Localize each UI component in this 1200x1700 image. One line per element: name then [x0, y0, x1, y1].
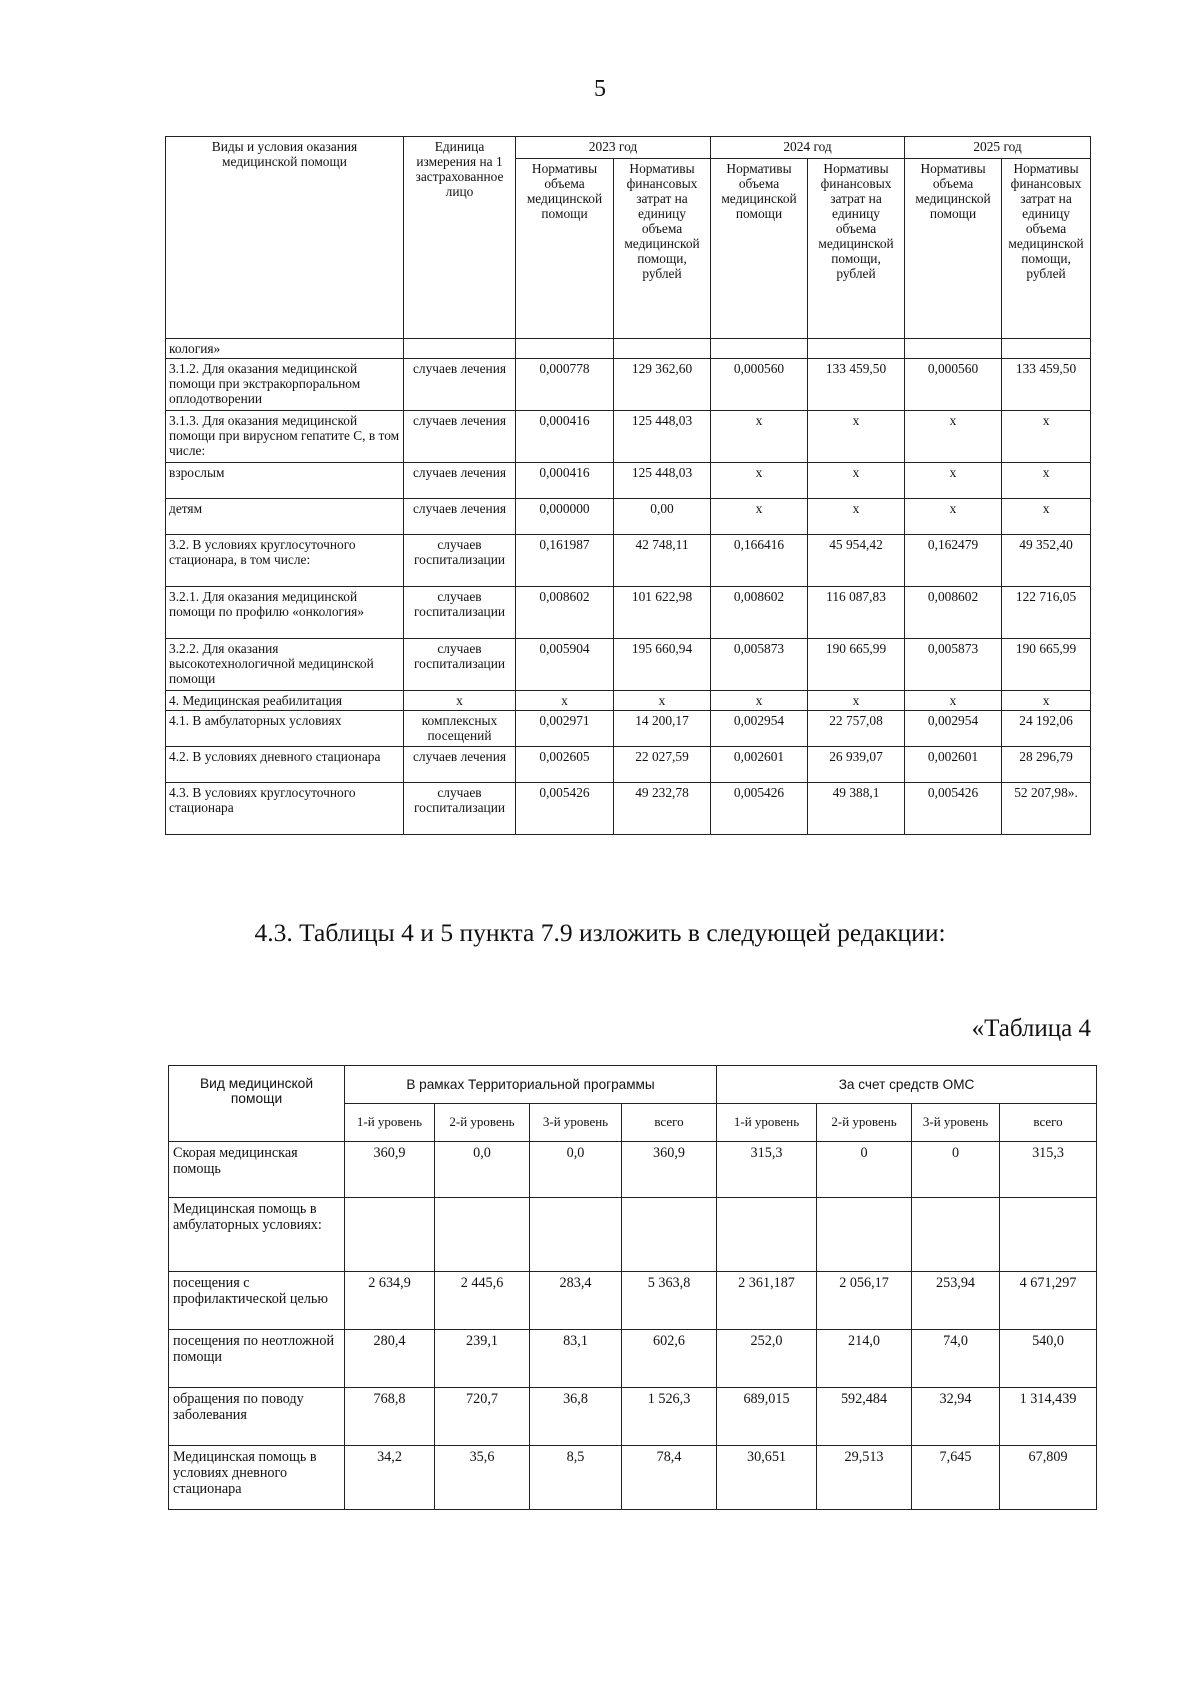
- value-cell: х: [1002, 499, 1091, 535]
- header-volume: Нормативы объема медицинской помощи: [905, 159, 1002, 339]
- value-cell: 49 232,78: [614, 783, 711, 835]
- header-level-3: 3-й уровень: [912, 1104, 1000, 1142]
- amendment-instruction: 4.3. Таблицы 4 и 5 пункта 7.9 изложить в следующей редакции:: [254, 918, 946, 947]
- value-cell: 0,000416: [516, 411, 614, 463]
- value-cell: 602,6: [622, 1330, 717, 1388]
- value-cell: [817, 1198, 912, 1272]
- value-cell: 24 192,06: [1002, 711, 1091, 747]
- table-row: [166, 639, 1091, 691]
- header-finance: Нормативы финансовых затрат на единицу объема медицинской помощи, рублей: [808, 159, 905, 339]
- value-cell: 8,5: [530, 1446, 622, 1510]
- value-cell: 0,002954: [905, 711, 1002, 747]
- unit-cell: случаев лечения: [404, 747, 516, 783]
- header-year-2023: 2023 год: [516, 137, 711, 159]
- value-cell: 0,002601: [711, 747, 808, 783]
- value-cell: [530, 1198, 622, 1272]
- value-cell: 0,005426: [516, 783, 614, 835]
- value-cell: [614, 339, 711, 359]
- value-cell: 28 296,79: [1002, 747, 1091, 783]
- value-cell: 0,008602: [711, 587, 808, 639]
- value-cell: 22 027,59: [614, 747, 711, 783]
- value-cell: 22 757,08: [808, 711, 905, 747]
- value-cell: 0,162479: [905, 535, 1002, 587]
- value-cell: 36,8: [530, 1388, 622, 1446]
- value-cell: 0,0: [435, 1142, 530, 1198]
- row-label: посещения с профилактической целью: [169, 1272, 345, 1330]
- unit-cell: [404, 339, 516, 359]
- value-cell: 30,651: [717, 1446, 817, 1510]
- value-cell: [1000, 1198, 1097, 1272]
- value-cell: х: [1002, 463, 1091, 499]
- table-row: [166, 411, 1091, 463]
- row-label: 3.1.2. Для оказания медицинской помощи при экстракорпоральном оплодотворении: [166, 359, 404, 411]
- table-row: [169, 1198, 1097, 1272]
- value-cell: 315,3: [717, 1142, 817, 1198]
- value-cell: 78,4: [622, 1446, 717, 1510]
- value-cell: 0,161987: [516, 535, 614, 587]
- table-4: [168, 1065, 1097, 1510]
- unit-cell: случаев госпитализации: [404, 639, 516, 691]
- header-total: всего: [1000, 1104, 1097, 1142]
- value-cell: 0: [817, 1142, 912, 1198]
- value-cell: 2 361,187: [717, 1272, 817, 1330]
- table-row: [169, 1142, 1097, 1198]
- header-kind: Виды и условия оказания медицинской помощи: [166, 137, 404, 339]
- value-cell: 14 200,17: [614, 711, 711, 747]
- value-cell: х: [711, 411, 808, 463]
- value-cell: х: [808, 463, 905, 499]
- value-cell: 0,005873: [711, 639, 808, 691]
- value-cell: 0,005873: [905, 639, 1002, 691]
- value-cell: 2 056,17: [817, 1272, 912, 1330]
- value-cell: 122 716,05: [1002, 587, 1091, 639]
- row-label: взрослым: [166, 463, 404, 499]
- value-cell: х: [711, 691, 808, 711]
- value-cell: х: [1002, 411, 1091, 463]
- value-cell: [435, 1198, 530, 1272]
- value-cell: х: [808, 411, 905, 463]
- unit-cell: случаев лечения: [404, 411, 516, 463]
- value-cell: х: [808, 499, 905, 535]
- value-cell: 0,002601: [905, 747, 1002, 783]
- value-cell: 2 445,6: [435, 1272, 530, 1330]
- header-year-2025: 2025 год: [905, 137, 1091, 159]
- value-cell: 0,008602: [516, 587, 614, 639]
- value-cell: 49 352,40: [1002, 535, 1091, 587]
- value-cell: х: [905, 463, 1002, 499]
- value-cell: 42 748,11: [614, 535, 711, 587]
- value-cell: 768,8: [345, 1388, 435, 1446]
- value-cell: х: [614, 691, 711, 711]
- header-volume: Нормативы объема медицинской помощи: [711, 159, 808, 339]
- header-total: всего: [622, 1104, 717, 1142]
- value-cell: [717, 1198, 817, 1272]
- header-level-2: 2-й уровень: [817, 1104, 912, 1142]
- value-cell: 74,0: [912, 1330, 1000, 1388]
- value-cell: 125 448,03: [614, 463, 711, 499]
- header-kind: Вид медицинской помощи: [169, 1066, 345, 1142]
- table-row: [169, 1388, 1097, 1446]
- value-cell: х: [516, 691, 614, 711]
- value-cell: 195 660,94: [614, 639, 711, 691]
- table-caption: «Таблица 4: [971, 1015, 1091, 1042]
- header-year-2024: 2024 год: [711, 137, 905, 159]
- table-row: [166, 587, 1091, 639]
- value-cell: 0,008602: [905, 587, 1002, 639]
- row-label: Медицинская помощь в амбулаторных условиях:: [169, 1198, 345, 1272]
- value-cell: [808, 339, 905, 359]
- row-label: Скорая медицинская помощь: [169, 1142, 345, 1198]
- table-row: [166, 535, 1091, 587]
- value-cell: 0,166416: [711, 535, 808, 587]
- table-row: [166, 339, 1091, 359]
- unit-cell: х: [404, 691, 516, 711]
- header-volume: Нормативы объема медицинской помощи: [516, 159, 614, 339]
- value-cell: 1 526,3: [622, 1388, 717, 1446]
- value-cell: 592,484: [817, 1388, 912, 1446]
- value-cell: 280,4: [345, 1330, 435, 1388]
- table-row: [166, 499, 1091, 535]
- value-cell: 190 665,99: [808, 639, 905, 691]
- value-cell: х: [808, 691, 905, 711]
- value-cell: 35,6: [435, 1446, 530, 1510]
- value-cell: [1002, 339, 1091, 359]
- table-row: [169, 1330, 1097, 1388]
- row-label: 4.3. В условиях круглосуточного стационара: [166, 783, 404, 835]
- value-cell: 116 087,83: [808, 587, 905, 639]
- row-label: посещения по неотложной помощи: [169, 1330, 345, 1388]
- unit-cell: случаев госпитализации: [404, 535, 516, 587]
- header-level-3: 3-й уровень: [530, 1104, 622, 1142]
- table-row: [166, 463, 1091, 499]
- row-label: 3.2.2. Для оказания высокотехнологичной медицинской помощи: [166, 639, 404, 691]
- unit-cell: комплексных посещений: [404, 711, 516, 747]
- header-finance: Нормативы финансовых затрат на единицу объема медицинской помощи, рублей: [1002, 159, 1091, 339]
- value-cell: 2 634,9: [345, 1272, 435, 1330]
- header-finance: Нормативы финансовых затрат на единицу объема медицинской помощи, рублей: [614, 159, 711, 339]
- value-cell: х: [905, 411, 1002, 463]
- row-label: детям: [166, 499, 404, 535]
- header-level-1: 1-й уровень: [345, 1104, 435, 1142]
- row-label: обращения по поводу заболевания: [169, 1388, 345, 1446]
- value-cell: х: [1002, 691, 1091, 711]
- value-cell: 67,809: [1000, 1446, 1097, 1510]
- header-level-2: 2-й уровень: [435, 1104, 530, 1142]
- value-cell: 5 363,8: [622, 1272, 717, 1330]
- header-territorial-program: В рамках Территориальной программы: [345, 1066, 717, 1104]
- row-label: 4.2. В условиях дневного стационара: [166, 747, 404, 783]
- value-cell: 32,94: [912, 1388, 1000, 1446]
- value-cell: [912, 1198, 1000, 1272]
- value-cell: х: [905, 499, 1002, 535]
- value-cell: х: [711, 499, 808, 535]
- value-cell: 133 459,50: [808, 359, 905, 411]
- table-row: [166, 783, 1091, 835]
- value-cell: 83,1: [530, 1330, 622, 1388]
- page-number: 5: [594, 76, 606, 102]
- value-cell: 360,9: [622, 1142, 717, 1198]
- value-cell: 129 362,60: [614, 359, 711, 411]
- table-row: [169, 1272, 1097, 1330]
- table-row: [166, 747, 1091, 783]
- value-cell: 239,1: [435, 1330, 530, 1388]
- unit-cell: случаев госпитализации: [404, 783, 516, 835]
- value-cell: 190 665,99: [1002, 639, 1091, 691]
- value-cell: 0,002954: [711, 711, 808, 747]
- value-cell: 0,00: [614, 499, 711, 535]
- header-level-1: 1-й уровень: [717, 1104, 817, 1142]
- value-cell: 26 939,07: [808, 747, 905, 783]
- table-row: [169, 1446, 1097, 1510]
- value-cell: 283,4: [530, 1272, 622, 1330]
- value-cell: 0,002605: [516, 747, 614, 783]
- value-cell: 540,0: [1000, 1330, 1097, 1388]
- value-cell: 101 622,98: [614, 587, 711, 639]
- value-cell: 0,000000: [516, 499, 614, 535]
- value-cell: 0,002971: [516, 711, 614, 747]
- row-label: 4. Медицинская реабилитация: [166, 691, 404, 711]
- norms-table: [165, 136, 1091, 835]
- value-cell: 214,0: [817, 1330, 912, 1388]
- value-cell: 315,3: [1000, 1142, 1097, 1198]
- value-cell: 34,2: [345, 1446, 435, 1510]
- unit-cell: случаев лечения: [404, 463, 516, 499]
- unit-cell: случаев госпитализации: [404, 587, 516, 639]
- value-cell: 0,000560: [905, 359, 1002, 411]
- value-cell: 7,645: [912, 1446, 1000, 1510]
- value-cell: 689,015: [717, 1388, 817, 1446]
- value-cell: 49 388,1: [808, 783, 905, 835]
- header-unit: Единица измерения на 1 застрахованное лицо: [404, 137, 516, 339]
- value-cell: 0,005426: [905, 783, 1002, 835]
- value-cell: х: [711, 463, 808, 499]
- value-cell: [622, 1198, 717, 1272]
- row-label: кология»: [166, 339, 404, 359]
- value-cell: [905, 339, 1002, 359]
- value-cell: 4 671,297: [1000, 1272, 1097, 1330]
- value-cell: 125 448,03: [614, 411, 711, 463]
- value-cell: 0,000778: [516, 359, 614, 411]
- value-cell: 29,513: [817, 1446, 912, 1510]
- value-cell: 45 954,42: [808, 535, 905, 587]
- value-cell: 1 314,439: [1000, 1388, 1097, 1446]
- row-label: Медицинская помощь в условиях дневного стационара: [169, 1446, 345, 1510]
- value-cell: 0,000416: [516, 463, 614, 499]
- value-cell: 133 459,50: [1002, 359, 1091, 411]
- value-cell: [711, 339, 808, 359]
- value-cell: 0,005426: [711, 783, 808, 835]
- unit-cell: случаев лечения: [404, 359, 516, 411]
- value-cell: 0,005904: [516, 639, 614, 691]
- row-label: 3.2. В условиях круглосуточного стационара, в том числе:: [166, 535, 404, 587]
- value-cell: 0: [912, 1142, 1000, 1198]
- row-label: 4.1. В амбулаторных условиях: [166, 711, 404, 747]
- header-oms-funds: За счет средств ОМС: [717, 1066, 1097, 1104]
- value-cell: 0,000560: [711, 359, 808, 411]
- value-cell: [345, 1198, 435, 1272]
- value-cell: 52 207,98».: [1002, 783, 1091, 835]
- value-cell: [516, 339, 614, 359]
- unit-cell: случаев лечения: [404, 499, 516, 535]
- value-cell: 720,7: [435, 1388, 530, 1446]
- value-cell: 253,94: [912, 1272, 1000, 1330]
- value-cell: х: [905, 691, 1002, 711]
- table-row: [166, 711, 1091, 747]
- value-cell: 360,9: [345, 1142, 435, 1198]
- value-cell: 0,0: [530, 1142, 622, 1198]
- value-cell: 252,0: [717, 1330, 817, 1388]
- row-label: 3.2.1. Для оказания медицинской помощи по профилю «онкология»: [166, 587, 404, 639]
- row-label: 3.1.3. Для оказания медицинской помощи при вирусном гепатите С, в том числе:: [166, 411, 404, 463]
- table-row: [166, 691, 1091, 711]
- table-row: [166, 359, 1091, 411]
